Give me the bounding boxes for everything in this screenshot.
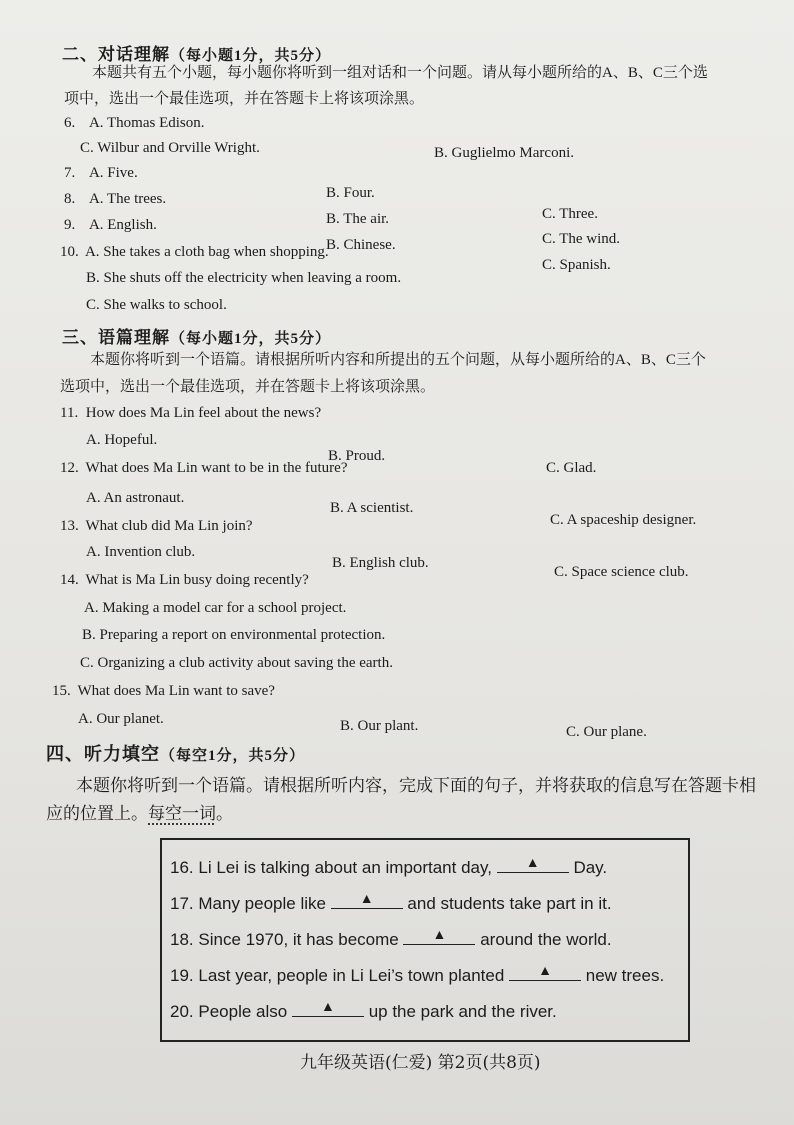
fill-19 <box>170 962 664 986</box>
instruction-end: 。 <box>216 804 233 823</box>
page-footer: 九年级英语(仁爱) 第2页(共8页) <box>300 1053 541 1073</box>
fill-text-after: around the world. <box>480 930 612 949</box>
fill-text-after: new trees. <box>585 966 665 985</box>
fill-text-before: Many people like <box>198 894 326 913</box>
section-2-note: （每小题1分，共5分） <box>170 48 332 64</box>
option-a: A. Making a model car for a school project. <box>84 600 347 616</box>
answer-blank-18[interactable] <box>403 926 475 945</box>
option-b: B. Proud. <box>328 448 386 464</box>
question-number: 12. <box>60 460 79 476</box>
triangle-icon: ▲ <box>321 998 335 1014</box>
option-b: B. Four. <box>326 185 375 201</box>
fill-text-after: up the park and the river. <box>368 1002 557 1021</box>
fill-18 <box>170 926 612 950</box>
question-15 <box>52 683 275 700</box>
fill-number: 18. <box>170 930 194 949</box>
option-c: C. Three. <box>542 206 598 222</box>
answer-blank-19[interactable] <box>509 962 581 981</box>
question-number: 8. <box>64 191 76 207</box>
section-4-heading: 四、听力填空 <box>46 744 160 764</box>
section-4-instruction-1: 本题你将听到一个语篇。请根据所听内容，完成下面的句子，并将获取的信息写在答题卡相 <box>76 776 756 795</box>
section-4-title <box>46 740 305 766</box>
option-a: A. Five. <box>88 165 138 181</box>
section-3-instruction-2: 选项中，选出一个最佳选项，并在答题卡上将该项涂黑。 <box>60 379 436 395</box>
option-b: B. English club. <box>332 555 429 571</box>
option-c: C. Organizing a club activity about saving the earth. <box>80 655 393 671</box>
fill-text-before: Last year, people in Li Lei’s town planted <box>198 966 505 985</box>
option-a: A. Our planet. <box>78 711 164 727</box>
option-c: C. Glad. <box>546 460 597 476</box>
question-10 <box>60 244 329 261</box>
option-b: B. She shuts off the electricity when leaving a room. <box>86 270 402 286</box>
section-2-heading: 二、对话理解 <box>62 45 170 64</box>
answer-blank-16[interactable] <box>497 854 569 873</box>
fill-number: 19. <box>170 966 194 985</box>
triangle-icon: ▲ <box>525 854 540 870</box>
question-6 <box>64 115 205 132</box>
question-number: 10. <box>60 244 79 260</box>
option-a: A. She takes a cloth bag when shopping. <box>84 244 329 260</box>
question-13 <box>60 518 253 535</box>
question-12 <box>60 460 348 477</box>
option-b: B. Preparing a report on environmental protection. <box>82 627 386 643</box>
option-a: A. English. <box>88 217 157 233</box>
fill-number: 16. <box>170 858 194 877</box>
question-14 <box>60 572 309 589</box>
section-4-note: （每空1分，共5分） <box>160 748 306 764</box>
fill-number: 17. <box>170 894 194 913</box>
triangle-icon: ▲ <box>538 962 552 978</box>
question-text: What is Ma Lin busy doing recently? <box>85 572 309 588</box>
question-8 <box>64 191 166 208</box>
fill-text-before: Since 1970, it has become <box>198 930 399 949</box>
question-text: What does Ma Lin want to be in the future? <box>85 460 348 476</box>
fill-20 <box>170 998 557 1022</box>
question-number: 6. <box>64 115 76 131</box>
question-number: 13. <box>60 518 79 534</box>
question-number: 7. <box>64 165 76 181</box>
question-text: How does Ma Lin feel about the news? <box>85 405 322 421</box>
question-text: What club did Ma Lin join? <box>85 518 253 534</box>
section-3-note: （每小题1分，共5分） <box>170 331 332 347</box>
option-c: C. She walks to school. <box>86 297 227 313</box>
option-b: B. Guglielmo Marconi. <box>434 145 574 161</box>
option-c: C. Wilbur and Orville Wright. <box>80 140 260 156</box>
fill-in-box <box>160 838 690 1042</box>
triangle-icon: ▲ <box>359 890 374 906</box>
option-b: B. Our plant. <box>340 718 419 734</box>
section-4-instruction-2 <box>46 803 233 825</box>
answer-blank-17[interactable] <box>331 890 403 909</box>
triangle-icon: ▲ <box>432 926 447 942</box>
option-c: C. The wind. <box>542 231 621 247</box>
fill-text-before: Li Lei is talking about an important day, <box>198 858 492 877</box>
fill-16 <box>170 854 607 878</box>
option-b: B. Chinese. <box>326 237 396 253</box>
option-c: C. Spanish. <box>542 257 611 273</box>
section-3-instruction-1: 本题你将听到一个语篇。请根据所听内容和所提出的五个问题，从每小题所给的A、B、C三个 <box>90 352 706 368</box>
question-number: 15. <box>52 683 71 699</box>
question-9 <box>64 217 157 234</box>
question-7 <box>64 165 138 182</box>
question-number: 14. <box>60 572 79 588</box>
option-b: B. A scientist. <box>330 500 414 516</box>
fill-17 <box>170 890 612 914</box>
fill-number: 20. <box>170 1002 194 1021</box>
option-a: A. The trees. <box>88 191 167 207</box>
question-number: 9. <box>64 217 76 233</box>
section-3-title <box>62 323 331 348</box>
fill-text-after: Day. <box>573 858 608 877</box>
section-2-instruction-2: 项中，选出一个最佳选项，并在答题卡上将该项涂黑。 <box>64 91 425 107</box>
instruction-emphasis: 每空一词 <box>148 804 216 823</box>
instruction-text: 应的位置上。 <box>46 804 148 823</box>
fill-text-after: and students take part in it. <box>407 894 612 913</box>
option-a: A. Invention club. <box>86 544 196 560</box>
question-text: What does Ma Lin want to save? <box>77 683 275 699</box>
option-a: A. An astronaut. <box>86 490 185 506</box>
question-11 <box>60 405 321 422</box>
answer-blank-20[interactable] <box>292 998 364 1017</box>
option-a: A. Thomas Edison. <box>88 115 205 131</box>
option-a: A. Hopeful. <box>86 432 158 448</box>
option-c: C. Space science club. <box>554 564 689 580</box>
option-c: C. Our plane. <box>566 724 647 740</box>
fill-text-before: People also <box>198 1002 288 1021</box>
section-2-instruction-1: 本题共有五个小题，每小题你将听到一组对话和一个问题。请从每小题所给的A、B、C三个选 <box>92 65 708 81</box>
section-3-heading: 三、语篇理解 <box>62 328 170 347</box>
option-b: B. The air. <box>326 211 390 227</box>
question-number: 11. <box>60 405 79 421</box>
option-c: C. A spaceship designer. <box>550 512 697 528</box>
